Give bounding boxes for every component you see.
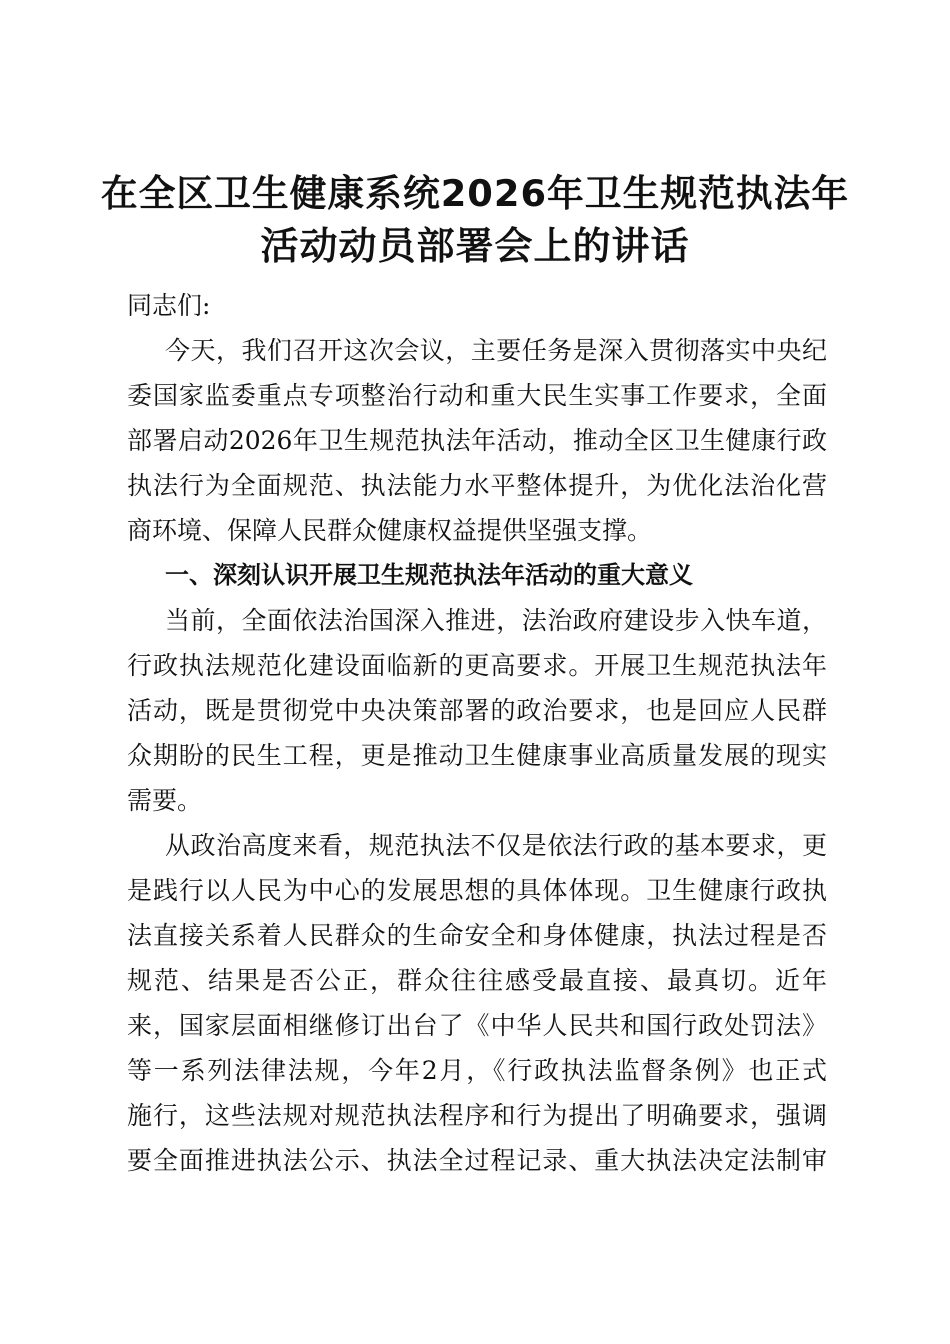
paragraph-line: 要全面推进执法公示、执法全过程记录、重大执法决定法制审 [127, 1146, 827, 1175]
title-line-2: 活动动员部署会上的讲话 [260, 224, 690, 268]
paragraph-line: 等一系列法律法规，今年2月，《行政执法监督条例》也正式 [127, 1056, 827, 1085]
paragraph-line: 行政执法规范化建设面临新的更高要求。开展卫生规范执法年 [127, 651, 827, 680]
paragraph-line: 来，国家层面相继修订出台了《中华人民共和国行政处罚法》 [127, 1011, 827, 1040]
document-title [100, 168, 850, 272]
section-heading-1 [127, 553, 827, 598]
paragraph-line: 今天，我们召开这次会议，主要任务是深入贯彻落实中央纪 [165, 336, 827, 365]
paragraph-line: 众期盼的民生工程，更是推动卫生健康事业高质量发展的现实 [127, 741, 827, 770]
paragraph-line: 是践行以人民为中心的发展思想的具体体现。卫生健康行政执 [127, 876, 827, 905]
paragraph-line: 从政治高度来看，规范执法不仅是依法行政的基本要求，更 [165, 831, 827, 860]
paragraph-line: 执法行为全面规范、执法能力水平整体提升，为优化法治化营 [127, 471, 827, 500]
paragraph-significance [127, 598, 827, 823]
paragraph-line: 活动，既是贯彻党中央决策部署的政治要求，也是回应人民群 [127, 696, 827, 725]
title-line-1: 在全区卫生健康系统2026年卫生规范执法年 [100, 172, 850, 215]
salutation: 同志们: [127, 291, 211, 320]
paragraph-intro [127, 328, 827, 553]
paragraph-line: 法直接关系着人民群众的生命安全和身体健康，执法过程是否 [127, 921, 827, 950]
paragraph-line: 部署启动2026年卫生规范执法年活动，推动全区卫生健康行政 [127, 426, 827, 455]
paragraph-line: 施行，这些法规对规范执法程序和行为提出了明确要求，强调 [127, 1101, 827, 1130]
paragraph-political [127, 823, 827, 1183]
paragraph-line: 当前，全面依法治国深入推进，法治政府建设步入快车道， [165, 606, 827, 635]
section-heading-text: 一、深刻认识开展卫生规范执法年活动的重大意义 [165, 561, 693, 589]
document-body [127, 283, 827, 1183]
paragraph-line: 委国家监委重点专项整治行动和重大民生实事工作要求，全面 [127, 381, 827, 410]
paragraph-line: 商环境、保障人民群众健康权益提供坚强支撑。 [127, 516, 653, 545]
paragraph-line: 规范、结果是否公正，群众往往感受最直接、最真切。近年 [127, 966, 827, 995]
paragraph-line: 需要。 [127, 786, 203, 815]
